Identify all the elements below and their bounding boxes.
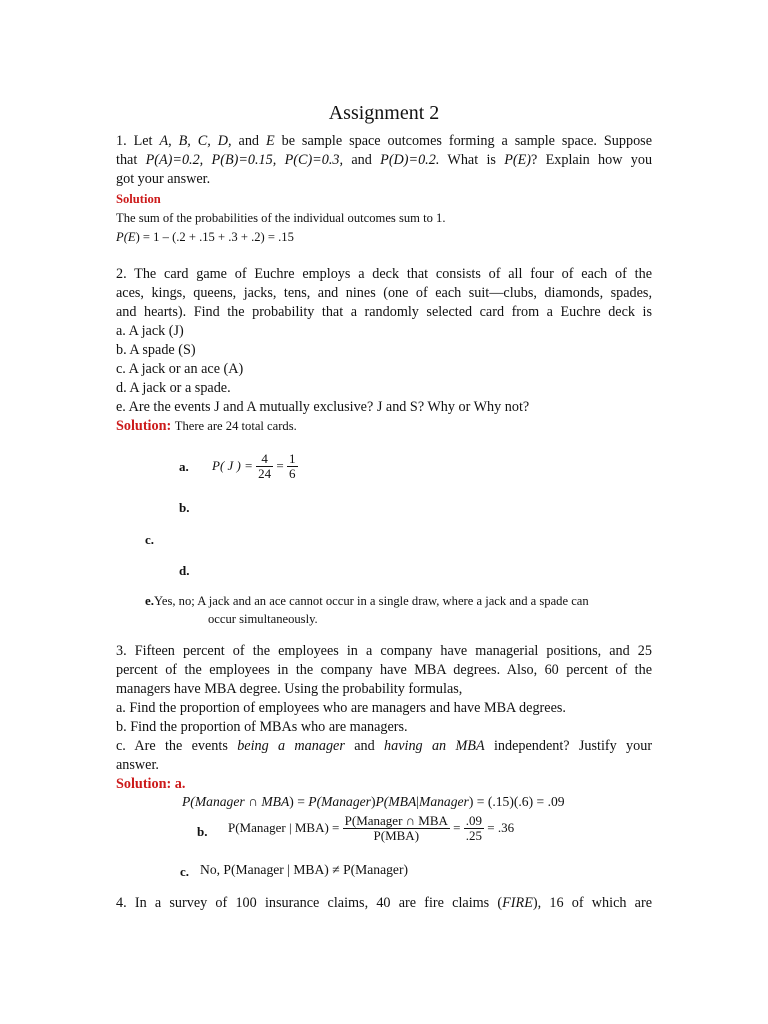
- q2-item-d: d. A jack or a spade.: [116, 380, 231, 396]
- page-title: Assignment 2: [328, 102, 440, 124]
- q3-item-b: b. Find the proportion of MBAs who are managers.: [116, 719, 408, 735]
- fraction: $\frac{1}{6}$: [289, 451, 296, 481]
- q1-line-3: got your answer.: [116, 171, 211, 187]
- q1-solution-label: Solution: [116, 192, 161, 206]
- q3-item-a: a. Find the proportion of employees who are managers and have MBA degrees.: [116, 700, 566, 716]
- q1-solution-equation: P(E) = 1 – (.2 + .15 + .3 + .2) = .15: [116, 230, 294, 244]
- q3-answer-b-equation: P(Manager | MBA) = $\frac{\text{P(Manager ∩ MBA}}{\text{P(MBA)}}$ = $\frac{.09}{.25}$ = .36: [228, 813, 515, 843]
- q2-solution: Solution: There are 24 total cards.: [116, 418, 297, 434]
- q2-item-a: a. A jack (J): [116, 323, 184, 339]
- q2-answer-c-label: c.: [145, 532, 155, 547]
- q3-answer-b-label: b.: [197, 824, 208, 839]
- q3-line-2: percent of the employees in the company have MBA degrees. Also, 60 percent of the: [116, 662, 652, 678]
- q2-line-1: 2. The card game of Euchre employs a deck that consists of all four of each of the: [116, 266, 652, 282]
- q4-line-1: 4. In a survey of 100 insurance claims, 40 are fire claims (FIRE), 16 of which are: [116, 895, 652, 911]
- q2-line-2: aces, kings, queens, jacks, tens, and nines (one of each suit—clubs, diamonds, spades,: [116, 285, 652, 301]
- q3-solution: Solution: a.: [116, 776, 186, 792]
- fraction: $\frac{4}{24}$: [258, 451, 272, 481]
- q2-item-e: e. Are the events J and A mutually exclusive? J and S? Why or Why not?: [116, 399, 530, 415]
- q3-answer-c-label: c.: [180, 864, 190, 879]
- q3-answer-a-equation: P(Manager ∩ MBA) = P(Manager)P(MBA|Manager) = (.15)(.6) = .09: [182, 794, 565, 809]
- q1-line-1: 1. Let A, B, C, D, and E be sample space outcomes forming a sample space. Suppose: [116, 133, 652, 149]
- q3-answer-c-equation: No, P(Manager | MBA) ≠ P(Manager): [200, 862, 409, 877]
- q3-line-3: managers have MBA degree. Using the probability formulas,: [116, 681, 463, 697]
- fraction: $\frac{\text{P(Manager ∩ MBA}}{\text{P(MBA)}}$: [344, 813, 448, 843]
- q3-item-c-line-2: answer.: [116, 757, 159, 773]
- q2-line-3: and hearts). Find the probability that a randomly selected card from a Euchre deck is: [116, 304, 652, 320]
- q2-item-c: c. A jack or an ace (A): [116, 361, 244, 377]
- q2-answer-e-line-2: occur simultaneously.: [208, 612, 318, 626]
- q1-solution-text: The sum of the probabilities of the individual outcomes sum to 1.: [116, 211, 446, 225]
- q3-line-1: 3. Fifteen percent of the employees in a company have managerial positions, and 25: [116, 643, 652, 659]
- q2-answer-d-label: d.: [179, 563, 190, 578]
- q2-answer-e: e.Yes, no; A jack and an ace cannot occur in a single draw, where a jack and a spade can: [145, 593, 589, 608]
- fraction: $\frac{.09}{.25}$: [465, 813, 482, 843]
- q1-line-2: that P(A)=0.2, P(B)=0.15, P(C)=0.3, and P(D)=0.2. What is P(E)? Explain how you: [116, 152, 653, 168]
- q3-item-c: c. Are the events being a manager and having an MBA independent? Justify your: [116, 738, 653, 754]
- q2-answer-a-label: a.: [179, 459, 189, 474]
- q2-item-b: b. A spade (S): [116, 342, 196, 358]
- q2-answer-b-label: b.: [179, 500, 190, 515]
- q2-answer-a-equation: P( J ) = $\frac{4}{24}$ = $\frac{1}{6}$: [212, 451, 296, 481]
